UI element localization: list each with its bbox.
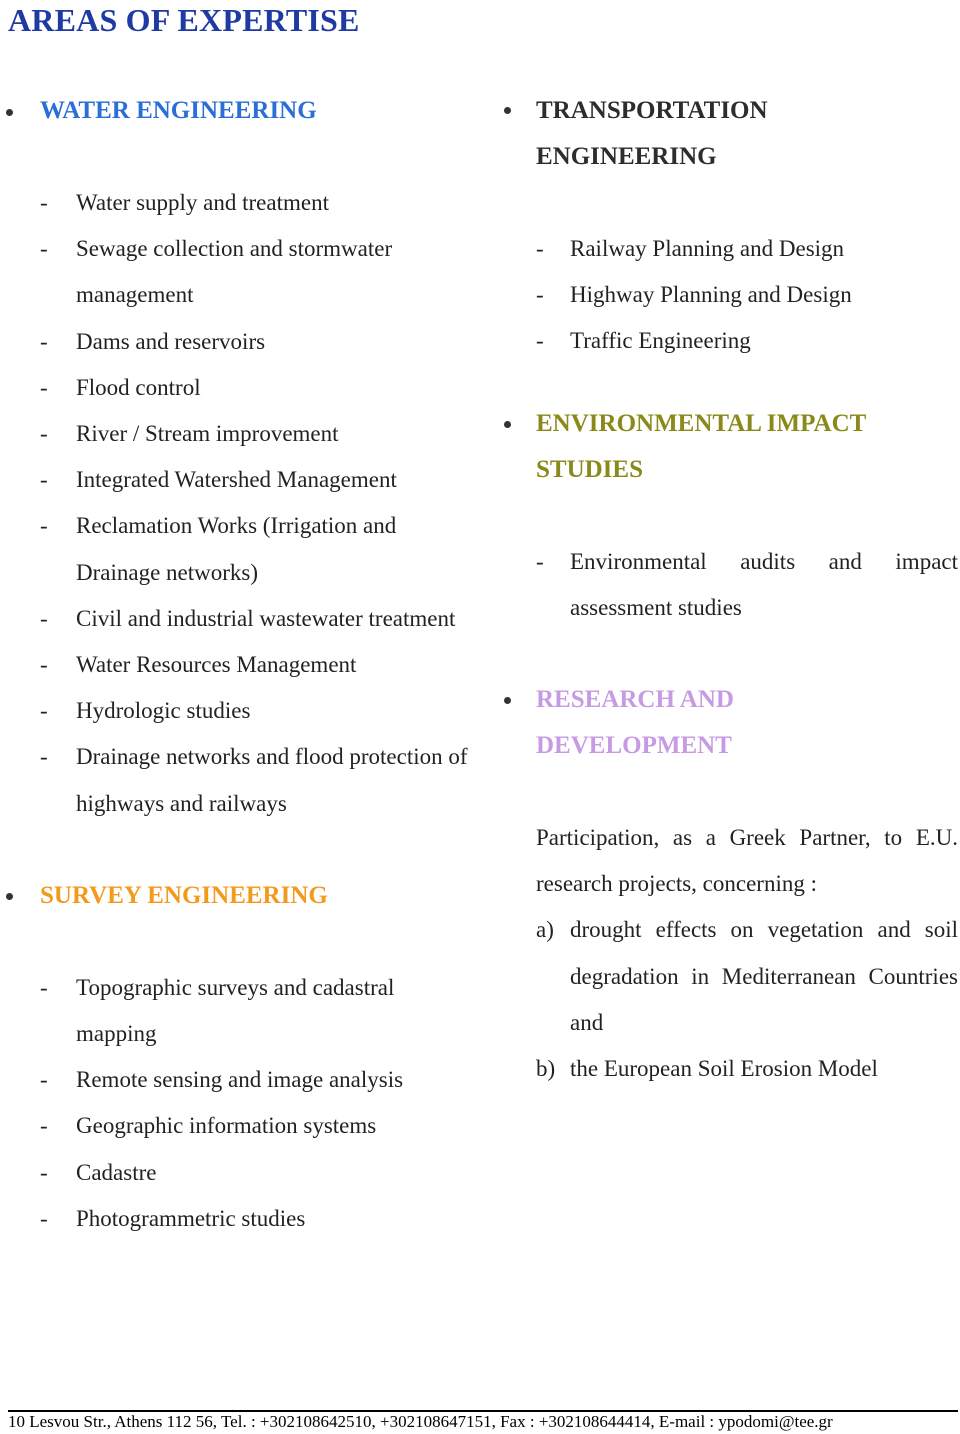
list-item-text: Hydrologic studies <box>76 698 251 724</box>
list-marker: - <box>40 374 48 400</box>
list-marker: - <box>536 236 544 261</box>
list-marker: a) <box>536 917 554 943</box>
list-item <box>0 1196 480 1242</box>
transportation-engineering-heading: TRANSPORTATION ENGINEERING <box>498 88 836 180</box>
list-item <box>0 1103 480 1149</box>
list-marker: - <box>536 548 544 574</box>
list-item-text: Drainage networks and flood protection of highways and railways <box>76 744 468 816</box>
list-item <box>0 180 480 226</box>
list-marker: b) <box>536 1056 556 1082</box>
list-item <box>498 272 958 318</box>
list-item-text: Remote sensing and image analysis <box>76 1067 404 1093</box>
list-marker: - <box>40 974 48 1000</box>
list-marker: - <box>536 328 544 354</box>
list-item <box>498 318 958 364</box>
list-item <box>0 688 480 734</box>
list-item-text: Photogrammetric studies <box>76 1205 306 1231</box>
list-item <box>0 965 480 1057</box>
list-marker: - <box>40 605 48 631</box>
list-marker: - <box>536 282 544 308</box>
footer-contact: 10 Lesvou Str., Athens 112 56, Tel. : +302108642510, +302108647151, Fax : +302108644414, E-mail : ypodomi@tee.gr <box>8 1412 833 1431</box>
list-item-text: Railway Planning and Design <box>570 236 845 261</box>
list-item <box>0 226 480 318</box>
list-item <box>498 539 958 631</box>
list-marker: - <box>40 467 48 493</box>
list-marker: - <box>40 1159 48 1185</box>
environmental-impact-list <box>498 539 958 631</box>
list-marker: - <box>40 698 48 724</box>
list-marker: - <box>40 1205 48 1231</box>
list-item-text: Civil and industrial wastewater treatment <box>76 605 456 631</box>
list-item-text: Water supply and treatment <box>76 190 329 215</box>
list-item <box>0 1150 480 1196</box>
bullet-icon <box>504 697 511 704</box>
list-item-text: River / Stream improvement <box>76 421 339 447</box>
research-intro-text: Participation, as a Greek Partner, to E.U. research projects, concerning : <box>536 825 958 897</box>
research-development-heading: RESEARCH AND DEVELOPMENT <box>498 677 836 769</box>
survey-engineering-list <box>0 965 480 1242</box>
bullet-icon <box>6 109 13 116</box>
list-marker: - <box>40 236 48 262</box>
list-item <box>498 1046 958 1092</box>
list-marker: - <box>40 652 48 678</box>
list-item <box>0 365 480 411</box>
list-item-text: Water Resources Management <box>76 652 357 678</box>
list-marker: - <box>40 513 48 539</box>
list-item <box>0 1057 480 1103</box>
list-marker: - <box>40 190 48 215</box>
list-marker: - <box>40 744 48 770</box>
bullet-icon <box>6 893 13 900</box>
list-item <box>498 907 958 1046</box>
list-item <box>0 457 480 503</box>
list-item-text: Geographic information systems <box>76 1113 377 1139</box>
transportation-engineering-list <box>498 226 958 365</box>
list-item <box>0 411 480 457</box>
environmental-impact-heading: ENVIRONMENTAL IMPACT STUDIES <box>498 401 916 493</box>
bullet-icon <box>504 421 511 428</box>
survey-engineering-heading: SURVEY ENGINEERING <box>0 873 480 919</box>
list-item-text: Traffic Engineering <box>570 328 751 354</box>
list-item-text: Sewage collection and stormwater management <box>76 236 393 308</box>
list-marker: - <box>40 1067 48 1093</box>
list-item <box>0 642 480 688</box>
list-item-text: drought effects on vegetation and soil degradation in Mediterranean Countries and <box>570 917 958 1035</box>
right-column <box>498 88 958 1092</box>
list-item <box>0 596 480 642</box>
list-item-text: Integrated Watershed Management <box>76 467 397 493</box>
list-item <box>498 226 958 272</box>
research-development-list <box>498 907 958 1092</box>
list-item-text: Cadastre <box>76 1159 157 1185</box>
list-item-text: Dams and reservoirs <box>76 328 266 354</box>
left-column <box>0 88 480 1242</box>
list-marker: - <box>40 421 48 447</box>
list-item-text: Reclamation Works (Irrigation and Drainage networks) <box>76 513 397 585</box>
list-item-text: Topographic surveys and cadastral mapping <box>76 974 395 1047</box>
list-item <box>0 503 480 595</box>
water-engineering-list <box>0 180 480 827</box>
list-item <box>0 319 480 365</box>
list-marker: - <box>40 1113 48 1139</box>
list-item-text: Flood control <box>76 374 201 400</box>
list-item-text: Environmental audits and impact assessment studies <box>570 548 958 620</box>
page-title: AREAS OF EXPERTISE <box>8 2 360 38</box>
list-item <box>0 734 480 826</box>
water-engineering-heading: WATER ENGINEERING <box>0 88 480 134</box>
bullet-icon <box>504 107 511 114</box>
list-marker: - <box>40 328 48 354</box>
list-item-text: Highway Planning and Design <box>570 282 852 308</box>
list-item-text: the European Soil Erosion Model <box>570 1056 878 1082</box>
